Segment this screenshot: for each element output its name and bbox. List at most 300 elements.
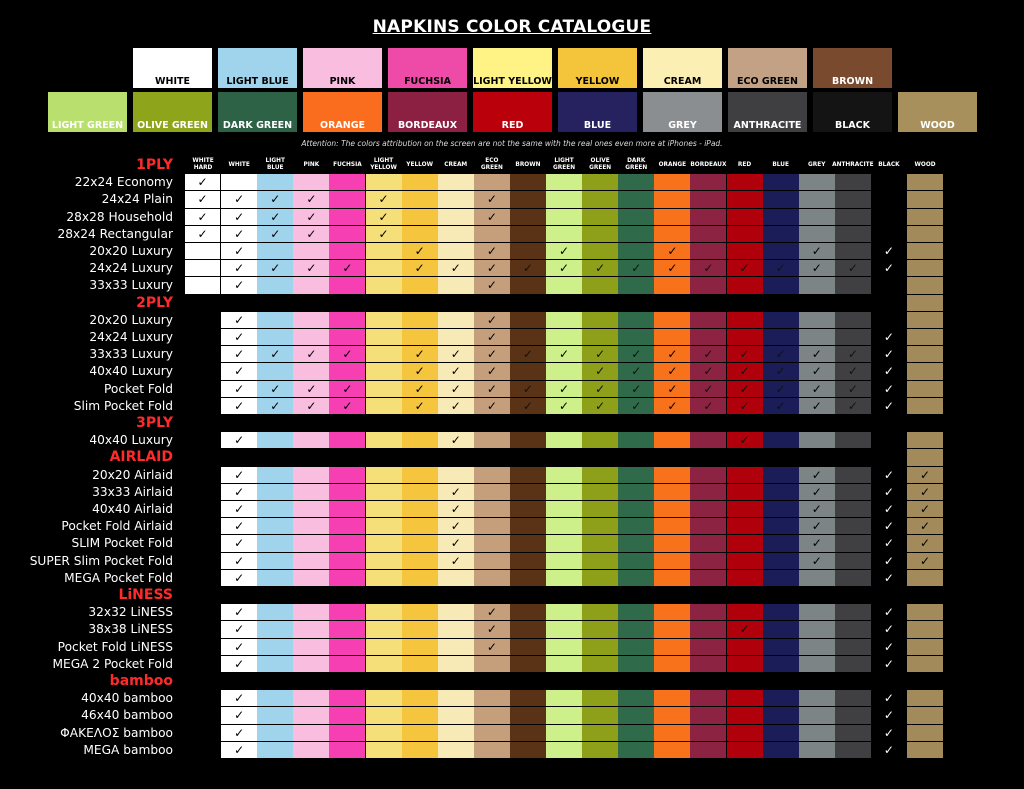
table-cell [835, 690, 871, 707]
check-mark: ✓ [907, 484, 943, 501]
check-mark: ✓ [799, 346, 835, 363]
table-cell [510, 518, 546, 535]
table-cell [618, 707, 654, 724]
swatch-yellow [558, 48, 637, 88]
table-cell [727, 191, 763, 208]
table-cell [835, 277, 871, 294]
table-cell [618, 690, 654, 707]
table-cell [618, 243, 654, 260]
table-cell [907, 621, 943, 638]
table-cell [221, 174, 257, 191]
table-cell [763, 742, 799, 759]
table-cell [402, 467, 438, 484]
check-mark: ✓ [799, 484, 835, 501]
table-cell [510, 707, 546, 724]
table-cell [799, 656, 835, 673]
table-cell [366, 346, 402, 363]
table-cell [546, 535, 582, 552]
table-cell [329, 639, 365, 656]
table-cell [654, 312, 690, 329]
table-cell [690, 329, 726, 346]
row-label: 33x33 Luxury [89, 278, 173, 293]
table-cell [546, 604, 582, 621]
table-cell [185, 260, 221, 277]
table-cell [546, 277, 582, 294]
check-mark: ✓ [654, 381, 690, 398]
row-label: 38x38 LiNESS [88, 622, 173, 637]
table-cell [438, 226, 474, 243]
table-cell [835, 707, 871, 724]
table-cell [799, 209, 835, 226]
check-mark: ✓ [871, 570, 907, 587]
check-mark: ✓ [185, 174, 221, 191]
table-cell [366, 174, 402, 191]
check-mark: ✓ [727, 432, 763, 449]
row-label: 28x28 Household [66, 209, 173, 224]
check-mark: ✓ [221, 604, 257, 621]
table-cell [329, 725, 365, 742]
table-cell [438, 690, 474, 707]
table-cell [510, 277, 546, 294]
check-mark: ✓ [546, 243, 582, 260]
swatch-dark-green [218, 92, 297, 132]
table-cell [654, 191, 690, 208]
check-mark: ✓ [690, 363, 726, 380]
table-cell [835, 329, 871, 346]
check-mark: ✓ [654, 398, 690, 415]
swatch-label: LIGHT BLUE [226, 76, 289, 87]
column-header: BORDEAUX [690, 161, 727, 168]
table-cell [835, 484, 871, 501]
row-label: 20x20 Luxury [89, 312, 173, 327]
table-cell [582, 742, 618, 759]
table-cell [727, 277, 763, 294]
check-mark: ✓ [510, 260, 546, 277]
table-cell [402, 432, 438, 449]
table-cell [257, 690, 293, 707]
table-cell [690, 277, 726, 294]
swatch-light-green [48, 92, 127, 132]
table-cell [510, 742, 546, 759]
check-mark: ✓ [871, 243, 907, 260]
table-cell [654, 174, 690, 191]
table-cell [654, 553, 690, 570]
table-cell [871, 226, 907, 243]
table-cell [329, 501, 365, 518]
check-mark: ✓ [402, 346, 438, 363]
swatch-label: WOOD [920, 120, 955, 131]
check-mark: ✓ [799, 243, 835, 260]
table-cell [329, 690, 365, 707]
table-cell [329, 174, 365, 191]
swatch-label: ECO GREEN [737, 76, 798, 87]
row-label: 33x33 Airlaid [92, 484, 173, 499]
swatch-label: ANTHRACITE [733, 120, 802, 131]
table-cell [366, 484, 402, 501]
table-cell [690, 174, 726, 191]
table-cell [474, 570, 510, 587]
table-cell [654, 604, 690, 621]
table-cell [907, 707, 943, 724]
table-cell [329, 656, 365, 673]
swatch-blue [558, 92, 637, 132]
table-cell [366, 381, 402, 398]
table-cell [293, 312, 329, 329]
table-cell [546, 501, 582, 518]
check-mark: ✓ [510, 346, 546, 363]
table-cell [293, 690, 329, 707]
table-cell [582, 656, 618, 673]
table-cell [402, 604, 438, 621]
table-cell [257, 604, 293, 621]
table-cell [510, 329, 546, 346]
check-mark: ✓ [366, 226, 402, 243]
check-mark: ✓ [474, 363, 510, 380]
check-mark: ✓ [871, 501, 907, 518]
table-cell [654, 226, 690, 243]
table-cell [907, 639, 943, 656]
table-cell [727, 604, 763, 621]
table-cell [402, 742, 438, 759]
table-cell [329, 707, 365, 724]
check-mark: ✓ [402, 243, 438, 260]
row-label: MEGA Pocket Fold [64, 570, 173, 585]
table-cell [763, 518, 799, 535]
table-cell [582, 312, 618, 329]
swatch-eco-green [728, 48, 807, 88]
check-mark: ✓ [799, 467, 835, 484]
table-cell [546, 621, 582, 638]
swatch-light-yellow [473, 48, 552, 88]
table-cell [763, 191, 799, 208]
table-cell [835, 174, 871, 191]
table-cell [799, 604, 835, 621]
table-cell [763, 467, 799, 484]
table-cell [907, 656, 943, 673]
table-cell [474, 226, 510, 243]
check-mark: ✓ [727, 346, 763, 363]
swatch-grey [643, 92, 722, 132]
table-cell [618, 226, 654, 243]
check-mark: ✓ [546, 260, 582, 277]
check-mark: ✓ [871, 329, 907, 346]
table-cell [438, 467, 474, 484]
table-cell [763, 621, 799, 638]
table-cell [907, 260, 943, 277]
column-header: LIGHT BLUE [265, 158, 285, 171]
table-cell [654, 501, 690, 518]
check-mark: ✓ [618, 398, 654, 415]
table-cell [510, 484, 546, 501]
table-cell [546, 363, 582, 380]
swatch-label: LIGHT GREEN [51, 120, 124, 131]
table-cell [582, 707, 618, 724]
check-mark: ✓ [221, 209, 257, 226]
check-mark: ✓ [438, 518, 474, 535]
table-cell [618, 656, 654, 673]
check-mark: ✓ [799, 363, 835, 380]
page-title: NAPKINS COLOR CATALOGUE [372, 17, 652, 37]
table-cell [690, 484, 726, 501]
table-cell [907, 243, 943, 260]
table-cell [835, 535, 871, 552]
table-cell [690, 535, 726, 552]
table-cell [293, 277, 329, 294]
check-mark: ✓ [293, 209, 329, 226]
table-cell [474, 432, 510, 449]
row-label: SUPER Slim Pocket Fold [29, 553, 173, 568]
check-mark: ✓ [366, 191, 402, 208]
table-cell [329, 467, 365, 484]
check-mark: ✓ [438, 553, 474, 570]
swatch-label: RED [501, 120, 524, 131]
check-mark: ✓ [402, 260, 438, 277]
table-cell [293, 432, 329, 449]
row-label: 46x40 bamboo [81, 708, 173, 723]
check-mark: ✓ [221, 501, 257, 518]
table-cell [293, 174, 329, 191]
swatch-cream [643, 48, 722, 88]
table-cell [366, 656, 402, 673]
table-cell [185, 277, 221, 294]
check-mark: ✓ [402, 381, 438, 398]
row-label: Slim Pocket Fold [73, 398, 173, 413]
table-cell [799, 277, 835, 294]
table-cell [546, 329, 582, 346]
check-mark: ✓ [474, 260, 510, 277]
table-cell [654, 742, 690, 759]
table-cell [871, 432, 907, 449]
check-mark: ✓ [402, 398, 438, 415]
check-mark: ✓ [907, 518, 943, 535]
table-cell [835, 432, 871, 449]
check-mark: ✓ [510, 381, 546, 398]
check-mark: ✓ [799, 501, 835, 518]
check-mark: ✓ [221, 690, 257, 707]
table-cell [835, 621, 871, 638]
row-label: 24x24 Luxury [89, 261, 173, 276]
table-cell [438, 191, 474, 208]
row-label: 40x40 Luxury [89, 364, 173, 379]
check-mark: ✓ [871, 707, 907, 724]
table-cell [510, 243, 546, 260]
table-cell [257, 742, 293, 759]
table-cell [546, 725, 582, 742]
swatch-label: BORDEAUX [397, 120, 458, 131]
table-cell [763, 243, 799, 260]
table-cell [907, 363, 943, 380]
table-cell [799, 312, 835, 329]
table-cell [329, 312, 365, 329]
table-cell [402, 312, 438, 329]
swatch-anthracite [728, 92, 807, 132]
swatch-bordeaux [388, 92, 467, 132]
table-cell [546, 174, 582, 191]
table-cell [293, 467, 329, 484]
table-cell [835, 209, 871, 226]
table-cell [907, 174, 943, 191]
check-mark: ✓ [474, 604, 510, 621]
table-cell [618, 209, 654, 226]
section-heading: 2PLY [136, 294, 173, 311]
column-header: DARK GREEN [625, 158, 648, 171]
check-mark: ✓ [690, 260, 726, 277]
check-mark: ✓ [293, 260, 329, 277]
table-cell [329, 191, 365, 208]
table-cell [257, 467, 293, 484]
column-header: YELLOW [406, 161, 433, 168]
table-cell [402, 484, 438, 501]
check-mark: ✓ [871, 535, 907, 552]
table-cell [763, 312, 799, 329]
table-cell [546, 553, 582, 570]
check-mark: ✓ [257, 260, 293, 277]
table-cell [727, 725, 763, 742]
table-cell [257, 570, 293, 587]
table-cell [654, 570, 690, 587]
table-cell [871, 209, 907, 226]
table-cell [366, 553, 402, 570]
table-cell [690, 243, 726, 260]
table-cell [257, 501, 293, 518]
table-cell [871, 174, 907, 191]
check-mark: ✓ [690, 398, 726, 415]
check-mark: ✓ [221, 639, 257, 656]
table-cell [366, 243, 402, 260]
table-cell [763, 707, 799, 724]
swatch-label: CREAM [663, 76, 702, 87]
table-cell [727, 656, 763, 673]
table-cell [329, 329, 365, 346]
check-mark: ✓ [871, 742, 907, 759]
table-cell [329, 484, 365, 501]
check-mark: ✓ [474, 639, 510, 656]
table-cell [835, 725, 871, 742]
column-header: ECO GREEN [480, 158, 503, 171]
check-mark: ✓ [907, 535, 943, 552]
check-mark: ✓ [546, 381, 582, 398]
table-cell [582, 553, 618, 570]
table-cell [510, 467, 546, 484]
check-mark: ✓ [257, 209, 293, 226]
check-mark: ✓ [654, 260, 690, 277]
table-cell [546, 467, 582, 484]
table-cell [438, 312, 474, 329]
table-cell [366, 535, 402, 552]
check-mark: ✓ [221, 725, 257, 742]
check-mark: ✓ [438, 260, 474, 277]
check-mark: ✓ [221, 656, 257, 673]
table-cell [727, 174, 763, 191]
check-mark: ✓ [293, 346, 329, 363]
table-cell [185, 243, 221, 260]
check-mark: ✓ [221, 226, 257, 243]
table-cell [907, 604, 943, 621]
table-cell [727, 484, 763, 501]
table-cell [293, 329, 329, 346]
table-cell [257, 312, 293, 329]
check-mark: ✓ [835, 398, 871, 415]
table-cell [438, 742, 474, 759]
column-header: BROWN [515, 161, 541, 168]
table-cell [799, 725, 835, 742]
check-mark: ✓ [474, 243, 510, 260]
table-cell [293, 553, 329, 570]
table-cell [293, 604, 329, 621]
table-cell [799, 191, 835, 208]
section-divider [185, 449, 907, 466]
table-cell [582, 467, 618, 484]
table-cell [835, 226, 871, 243]
table-cell [799, 570, 835, 587]
table-cell [690, 725, 726, 742]
swatch-label: ORANGE [320, 120, 365, 131]
row-label: 32x32 LiNESS [88, 605, 173, 620]
table-cell [582, 690, 618, 707]
check-mark: ✓ [727, 363, 763, 380]
table-cell [474, 725, 510, 742]
table-cell [690, 656, 726, 673]
table-cell [835, 742, 871, 759]
check-mark: ✓ [293, 191, 329, 208]
table-cell [510, 363, 546, 380]
table-cell [582, 484, 618, 501]
row-label: MEGA 2 Pocket Fold [52, 656, 173, 671]
table-cell [690, 501, 726, 518]
table-cell [293, 535, 329, 552]
table-cell [366, 467, 402, 484]
table-cell [907, 449, 943, 466]
table-cell [907, 312, 943, 329]
check-mark: ✓ [582, 346, 618, 363]
swatch-red [473, 92, 552, 132]
column-header: WHITE [228, 161, 250, 168]
table-cell [474, 690, 510, 707]
check-mark: ✓ [510, 398, 546, 415]
table-cell [293, 518, 329, 535]
check-mark: ✓ [871, 467, 907, 484]
check-mark: ✓ [907, 553, 943, 570]
check-mark: ✓ [799, 553, 835, 570]
table-cell [907, 742, 943, 759]
table-cell [293, 501, 329, 518]
table-cell [835, 501, 871, 518]
table-cell [907, 398, 943, 415]
table-cell [329, 742, 365, 759]
table-cell [257, 329, 293, 346]
table-cell [257, 432, 293, 449]
check-mark: ✓ [871, 381, 907, 398]
row-label: ΦΑΚΕΛΟΣ bamboo [60, 725, 173, 740]
check-mark: ✓ [221, 398, 257, 415]
check-mark: ✓ [618, 260, 654, 277]
check-mark: ✓ [763, 398, 799, 415]
table-cell [366, 363, 402, 380]
table-cell [329, 518, 365, 535]
check-mark: ✓ [871, 363, 907, 380]
table-cell [546, 656, 582, 673]
table-cell [510, 639, 546, 656]
table-cell [690, 570, 726, 587]
swatch-label: YELLOW [575, 76, 620, 87]
table-cell [366, 725, 402, 742]
table-cell [474, 742, 510, 759]
table-cell [835, 191, 871, 208]
table-cell [582, 570, 618, 587]
table-cell [293, 639, 329, 656]
table-cell [618, 174, 654, 191]
table-cell [690, 191, 726, 208]
